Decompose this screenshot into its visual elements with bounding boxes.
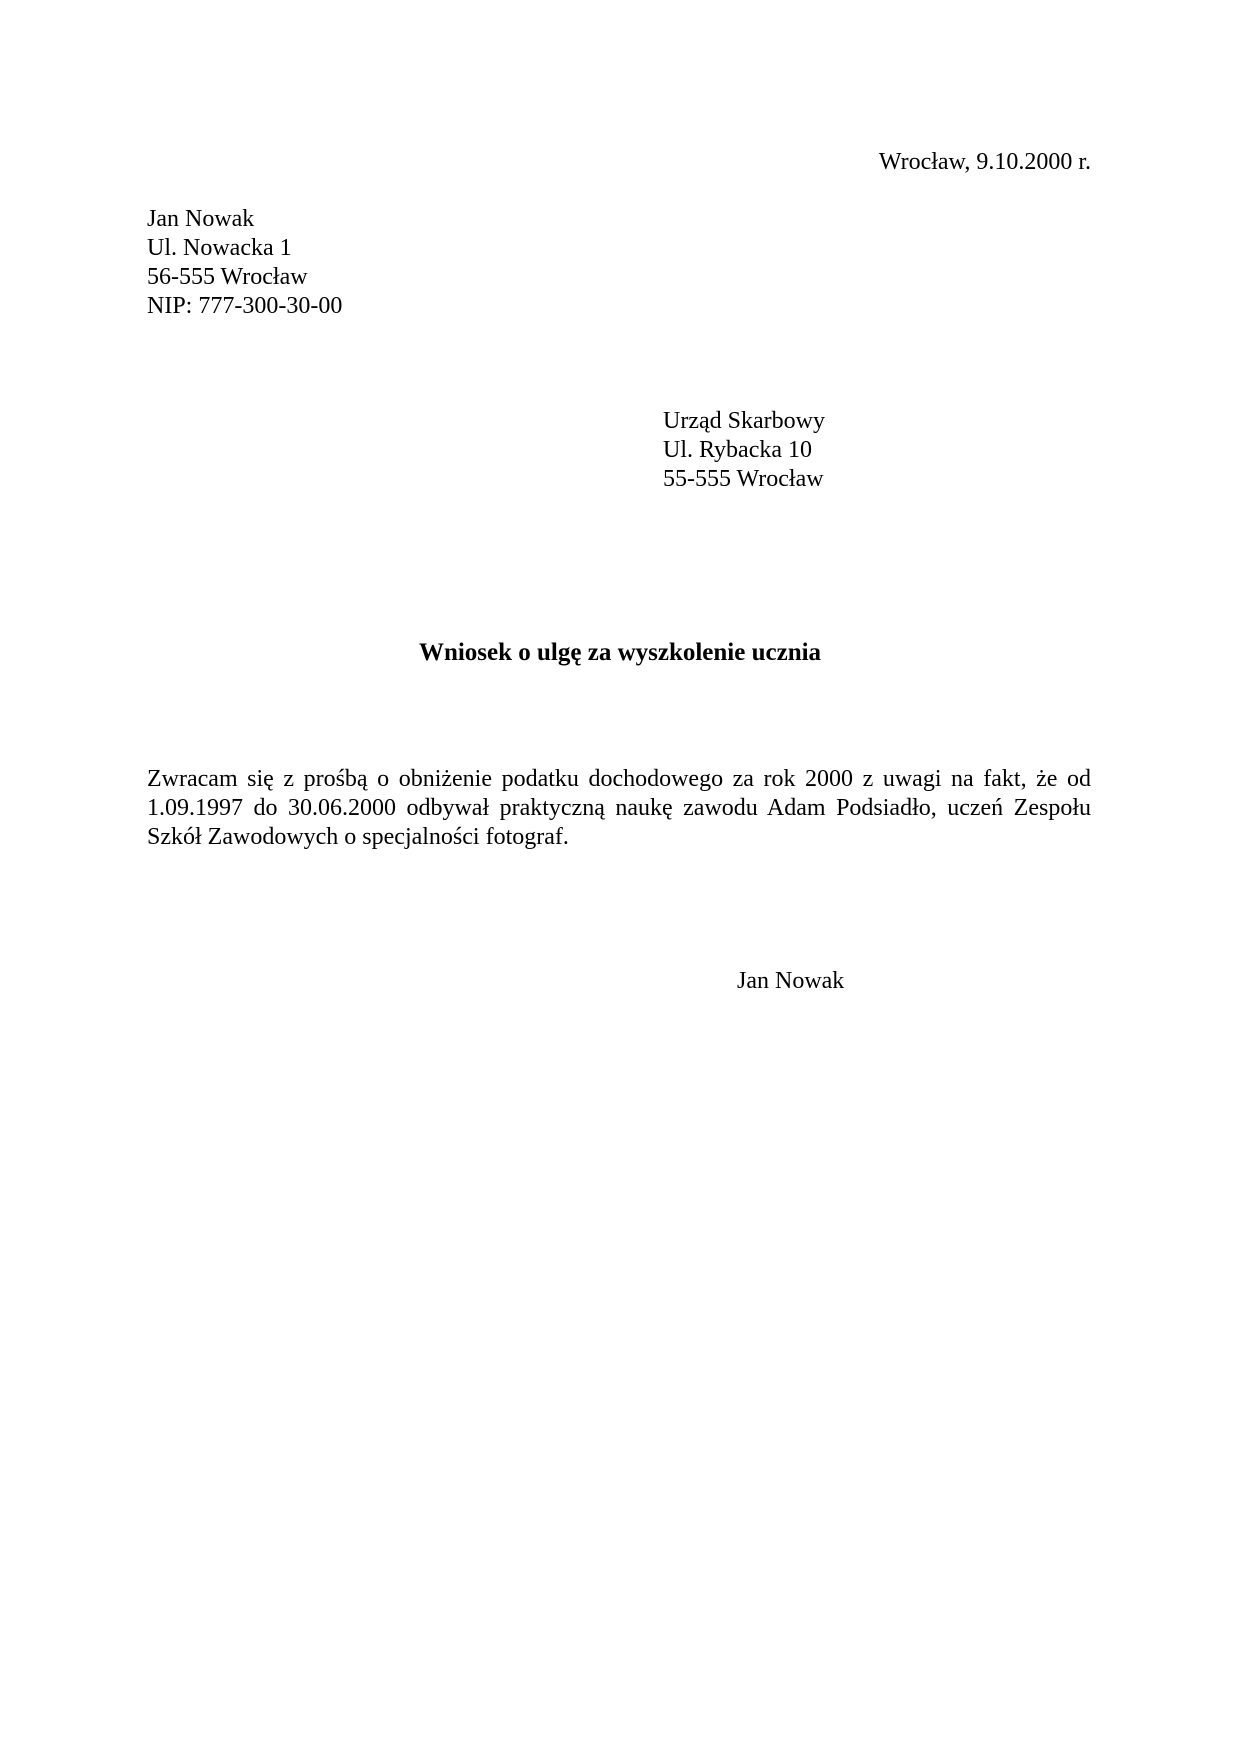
sender-nip: NIP: 777-300-30-00 <box>147 293 343 319</box>
recipient-street: Ul. Rybacka 10 <box>663 437 813 463</box>
recipient-city: 55-555 Wrocław <box>663 466 824 492</box>
recipient-name: Urząd Skarbowy <box>663 408 825 434</box>
sender-name: Jan Nowak <box>147 206 255 232</box>
sender-address <box>147 205 342 321</box>
signature: Jan Nowak <box>737 968 845 994</box>
sender-city: 56-555 Wrocław <box>147 264 308 290</box>
body-paragraph: Zwracam się z prośbą o obniżenie podatku dochodowego za rok 2000 z uwagi na fakt, że od 1.09.1997 do 30.06.2000 odbywał praktyczną naukę zawodu Adam Podsiadło, uczeń Zespołu Szkół Zawodowych o specjalności fotograf. <box>147 766 1091 850</box>
place-date: Wrocław, 9.10.2000 r. <box>878 149 1091 175</box>
document-title: Wniosek o ulgę za wyszkolenie ucznia <box>418 639 822 666</box>
recipient-address <box>663 407 825 494</box>
sender-street: Ul. Nowacka 1 <box>147 235 292 261</box>
